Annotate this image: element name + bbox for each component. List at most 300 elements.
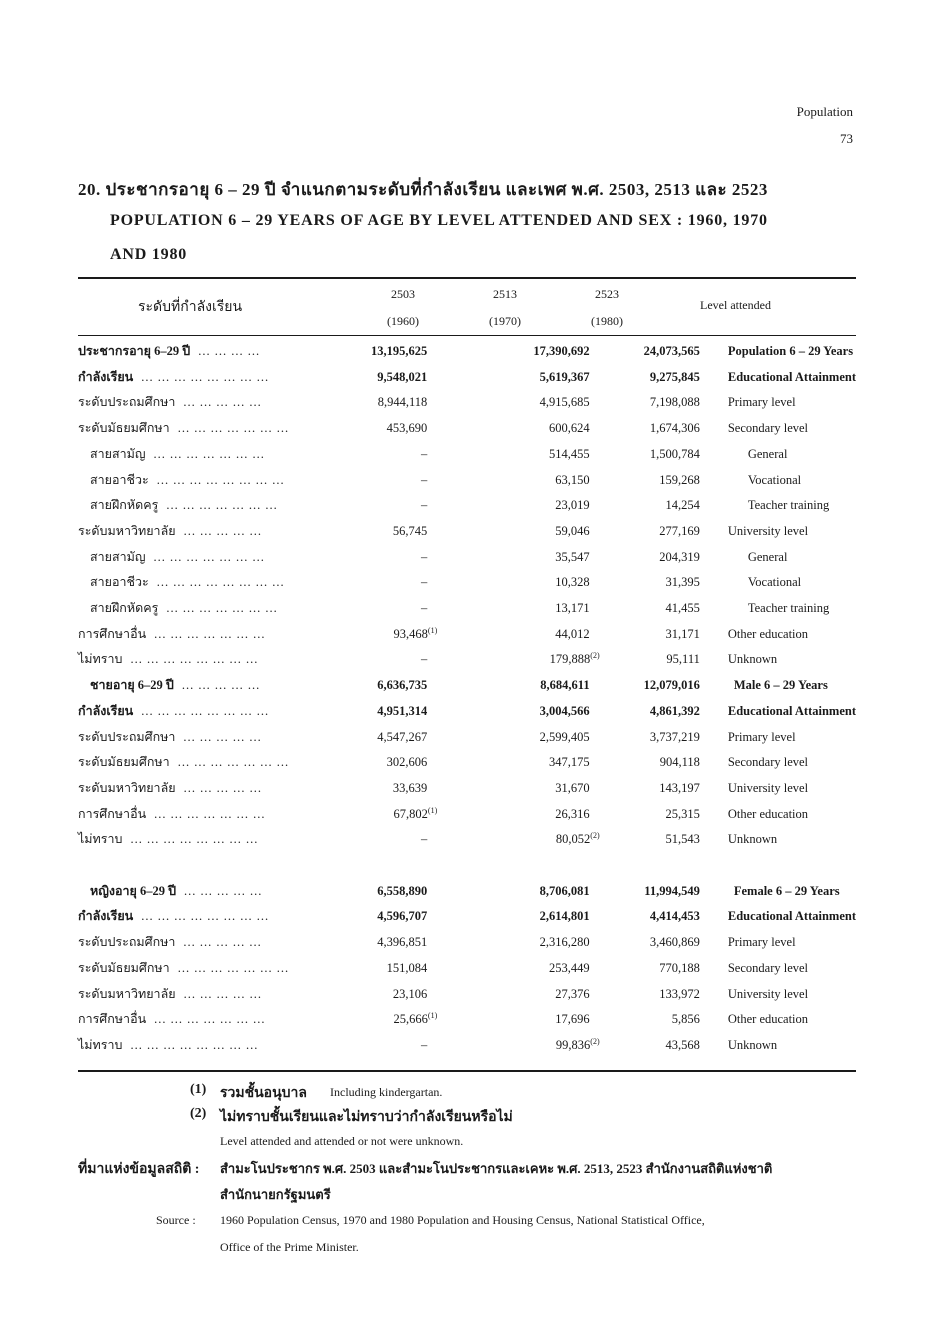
row-label-text: หญิงอายุ 6–29 ปี [90, 883, 177, 898]
value-1970-text: 17,390,692 [533, 344, 590, 358]
value-1960 [369, 468, 437, 494]
table-row [78, 442, 856, 468]
table-row [78, 1007, 856, 1033]
value-1960 [369, 802, 437, 828]
value-1980-text: 51,543 [665, 832, 700, 847]
row-label-thai [78, 339, 369, 365]
value-1970 [437, 776, 599, 802]
value-1980 [600, 956, 700, 982]
row-label-thai [78, 545, 369, 571]
row-label-english: Teacher training [747, 498, 830, 513]
leader-dots: ... ... ... ... ... [183, 780, 262, 795]
value-1980-text: 11,994,549 [644, 883, 700, 898]
value-1970-text: 514,455 [548, 446, 590, 461]
value-1970-text: 8,684,611 [540, 678, 590, 693]
row-label-text: สายฝึกหัดครู [90, 601, 159, 616]
row-label-english: Unknown [727, 832, 778, 847]
leader-dots: ... ... ... ... ... ... ... ... [130, 832, 259, 847]
value-1960-text: – [420, 575, 428, 590]
row-label-text: ระดับประถมศึกษา [78, 729, 176, 744]
value-1970-text: 253,449 [548, 960, 590, 975]
leader-dots: ... ... ... ... ... ... ... [166, 601, 278, 616]
leader-dots: ... ... ... ... ... ... ... [154, 626, 266, 641]
row-label-thai [78, 442, 369, 468]
value-1970-text: 26,316 [555, 806, 590, 821]
row-label-text: สายสามัญ [90, 549, 146, 564]
value-1980-text: 3,460,869 [649, 935, 700, 950]
footnote-2-mark: (2) [190, 1106, 207, 1121]
row-label-thai [78, 519, 369, 545]
value-1970-text: 17,696 [555, 1012, 590, 1027]
value-1980-text: 1,674,306 [649, 421, 700, 436]
leader-dots: ... ... ... ... ... ... ... ... [156, 472, 285, 487]
value-1970-text: 80,052 [555, 832, 591, 847]
leader-dots: ... ... ... ... ... [183, 935, 262, 950]
value-1960-text: 93,468 [393, 626, 428, 641]
value-1970-text: 13,171 [555, 601, 590, 616]
row-label-thai [78, 982, 369, 1008]
value-1980-text: 9,275,845 [649, 369, 700, 384]
row-label-english: Secondary level [727, 421, 809, 436]
value-1980 [600, 416, 700, 442]
row-label-text: ระดับมัธยมศึกษา [78, 755, 170, 770]
leader-dots: ... ... ... ... [198, 344, 261, 358]
row-label-thai [78, 750, 369, 776]
table-row [78, 750, 856, 776]
value-1960 [369, 519, 437, 545]
row-label-english: Male 6 – 29 Years [733, 678, 828, 693]
row-label-thai [78, 493, 369, 519]
table-row [78, 673, 856, 699]
leader-dots: ... ... ... ... ... ... ... [153, 446, 265, 461]
row-label-thai [78, 827, 369, 853]
value-1980 [600, 365, 700, 391]
column-header-2513: 2513 [493, 287, 517, 301]
leader-dots: ... ... ... ... ... ... ... [154, 806, 266, 821]
row-label-thai [78, 365, 369, 391]
value-1970 [437, 468, 599, 494]
row-label-text: ชายอายุ 6–29 ปี [90, 678, 174, 693]
table-row [78, 365, 856, 391]
row-label-text: ระดับประถมศึกษา [78, 395, 176, 410]
value-1960-text: – [420, 549, 428, 564]
value-1960-text: 25,666 [393, 1012, 428, 1027]
row-label-thai [78, 647, 369, 673]
value-1970 [437, 493, 599, 519]
row-label-english: Other education [727, 806, 809, 821]
row-label-english: Female 6 – 29 Years [733, 883, 840, 898]
row-label-text: ระดับมัธยมศึกษา [78, 421, 170, 436]
value-1960-text: 33,639 [392, 780, 428, 795]
value-1970 [437, 545, 599, 571]
value-1970 [437, 622, 599, 648]
table-row [78, 596, 856, 622]
row-label-text: สายอาชีวะ [90, 575, 149, 590]
value-1980-text: 1,500,784 [649, 446, 700, 461]
value-1960-text: – [420, 1037, 428, 1052]
value-1970 [437, 827, 599, 853]
row-label-english: University level [727, 523, 809, 538]
value-1970-text: 2,599,405 [539, 729, 590, 744]
value-1980 [600, 699, 700, 725]
value-1970-text: 4,915,685 [539, 395, 590, 410]
row-label-text: ระดับมัธยมศึกษา [78, 960, 170, 975]
row-label-english: Educational Attainment [727, 909, 856, 924]
row-label-thai [78, 416, 369, 442]
value-1980-text: 904,118 [659, 755, 700, 770]
row-label-english: Teacher training [747, 601, 830, 616]
value-1980 [600, 802, 700, 828]
row-label-english: Primary level [727, 729, 796, 744]
footnote-1-english: Including kindergartan. [330, 1085, 443, 1099]
value-1960-text: 453,690 [386, 421, 428, 436]
value-1980-text: 770,188 [659, 960, 700, 975]
value-1980-text: 41,455 [665, 601, 700, 616]
table-row [78, 802, 856, 828]
row-label-thai [78, 879, 369, 905]
row-label-english: Unknown [727, 1037, 778, 1052]
leader-dots: ... ... ... ... ... ... ... [166, 498, 278, 513]
footnote-ref: (2) [590, 1036, 600, 1046]
value-1960 [369, 956, 437, 982]
value-1960-text: 6,558,890 [377, 883, 428, 898]
value-1970 [437, 982, 599, 1008]
value-1970 [437, 673, 599, 699]
row-label-text: ระดับมหาวิทยาลัย [78, 986, 176, 1001]
leader-dots: ... ... ... ... ... [181, 678, 261, 693]
row-label-text: กำลังเรียน [78, 703, 134, 718]
value-1980-text: 143,197 [659, 780, 700, 795]
value-1980 [600, 673, 700, 699]
value-1960 [369, 699, 437, 725]
value-1980 [600, 545, 700, 571]
leader-dots: ... ... ... ... ... ... ... ... [156, 575, 285, 590]
value-1970 [437, 570, 599, 596]
column-header-1960: (1960) [387, 314, 419, 328]
value-1960 [369, 879, 437, 905]
value-1980 [600, 776, 700, 802]
value-1960-text: 151,084 [386, 960, 428, 975]
value-1970-text: 99,836 [555, 1037, 591, 1052]
value-1960-text: – [420, 498, 428, 513]
row-label-text: สายสามัญ [90, 446, 146, 461]
leader-dots: ... ... ... ... ... [183, 729, 262, 744]
row-label-thai [78, 904, 369, 930]
leader-dots: ... ... ... ... ... ... ... [177, 960, 290, 975]
row-label-text: ไม่ทราบ [78, 652, 123, 667]
value-1970-text: 35,547 [555, 549, 590, 564]
table-row [78, 416, 856, 442]
value-1980-text: 7,198,088 [649, 395, 700, 410]
value-1960 [369, 390, 437, 416]
value-1980-text: 277,169 [659, 523, 700, 538]
leader-dots: ... ... ... ... ... [183, 395, 262, 410]
value-1960 [369, 493, 437, 519]
value-1960-text: 23,106 [392, 986, 428, 1001]
value-1970-text: 3,004,566 [539, 703, 590, 718]
value-1980 [600, 570, 700, 596]
footnote-2-english: Level attended and attended or not were unknown. [220, 1134, 464, 1148]
value-1960 [369, 725, 437, 751]
value-1960-text: – [420, 446, 428, 461]
value-1980 [600, 904, 700, 930]
table-row [78, 725, 856, 751]
source-thai-line1: สำมะโนประชากร พ.ศ. 2503 และสำมะโนประชากรและเคหะ พ.ศ. 2513, 2523 สำนักงานสถิติแห่งชาติ [220, 1161, 773, 1176]
table-row [78, 827, 856, 853]
value-1980-text: 95,111 [666, 652, 700, 667]
column-header-1980: (1980) [591, 314, 623, 328]
column-header-2523: 2523 [595, 287, 619, 301]
value-1980-text: 43,568 [665, 1037, 700, 1052]
value-1960 [369, 1033, 437, 1059]
leader-dots: ... ... ... ... ... ... ... [177, 755, 290, 770]
value-1970 [437, 904, 599, 930]
value-1970 [437, 699, 599, 725]
value-1960-text: 9,548,021 [377, 369, 428, 384]
table-row [78, 904, 856, 930]
source-english-line2: Office of the Prime Minister. [220, 1240, 359, 1254]
population-by-level-table [78, 339, 856, 1059]
leader-dots: ... ... ... ... ... ... ... [177, 421, 290, 436]
table-row [78, 699, 856, 725]
table-title-english-line1: POPULATION 6 – 29 YEARS OF AGE BY LEVEL ATTENDED AND SEX : 1960, 1970 [110, 212, 768, 229]
value-1960-text: 8,944,118 [377, 395, 428, 410]
row-label-text: การศึกษาอื่น [78, 626, 147, 641]
row-label-english: Primary level [727, 395, 796, 410]
leader-dots: ... ... ... ... ... [183, 986, 262, 1001]
footnote-1-mark: (1) [190, 1082, 207, 1097]
value-1970 [437, 1033, 599, 1059]
value-1960 [369, 365, 437, 391]
value-1960-text: 4,951,314 [377, 703, 428, 718]
row-label-english: Vocational [747, 575, 802, 590]
value-1980-text: 4,861,392 [649, 703, 700, 718]
value-1980-text: 12,079,016 [643, 678, 700, 693]
value-1980 [600, 468, 700, 494]
table-row [78, 570, 856, 596]
value-1980 [600, 1007, 700, 1033]
value-1980 [600, 390, 700, 416]
row-label-thai [78, 956, 369, 982]
value-1970-text: 63,150 [555, 472, 590, 487]
value-1980-text: 133,972 [659, 986, 700, 1001]
row-label-thai [78, 699, 369, 725]
value-1970 [437, 519, 599, 545]
value-1960-text: – [420, 472, 428, 487]
value-1960 [369, 570, 437, 596]
leader-dots: ... ... ... ... ... ... ... ... [141, 703, 270, 718]
value-1970-text: 5,619,367 [539, 369, 590, 384]
row-label-text: ไม่ทราบ [78, 1037, 123, 1052]
row-label-english: University level [727, 986, 809, 1001]
row-label-thai [78, 596, 369, 622]
value-1980-text: 204,319 [659, 549, 700, 564]
value-1970 [437, 390, 599, 416]
row-label-english: Secondary level [727, 755, 809, 770]
table-header-rule [78, 335, 856, 336]
value-1960 [369, 339, 437, 365]
value-1960 [369, 416, 437, 442]
row-label-english: Educational Attainment [727, 369, 856, 384]
value-1970-text: 23,019 [555, 498, 590, 513]
value-1980-text: 4,414,453 [649, 909, 700, 924]
value-1970-text: 179,888 [549, 652, 591, 667]
source-thai-line2: สำนักนายกรัฐมนตรี [220, 1187, 331, 1202]
value-1960 [369, 1007, 437, 1033]
row-label-english: Vocational [747, 472, 802, 487]
value-1960 [369, 904, 437, 930]
source-english-label: Source : [156, 1213, 196, 1227]
value-1970-text: 10,328 [555, 575, 590, 590]
value-1960-text: – [420, 601, 428, 616]
footnote-2-thai: ไม่ทราบชั้นเรียนและไม่ทราบว่ากำลังเรียนหรือไม่ [220, 1110, 513, 1125]
table-body [78, 339, 856, 1059]
footnote-ref: (1) [427, 805, 438, 815]
value-1970-text: 8,706,081 [539, 883, 590, 898]
footnote-ref: (1) [427, 1011, 438, 1021]
row-label-thai [78, 1007, 369, 1033]
row-label-thai [78, 468, 369, 494]
value-1970 [437, 416, 599, 442]
value-1980 [600, 596, 700, 622]
value-1980-text: 5,856 [671, 1012, 700, 1027]
value-1960-text: – [420, 652, 428, 667]
spacer-cell [78, 853, 856, 879]
value-1960 [369, 622, 437, 648]
row-label-thai [78, 570, 369, 596]
value-1960 [369, 827, 437, 853]
table-row [78, 493, 856, 519]
value-1960 [369, 596, 437, 622]
table-row [78, 776, 856, 802]
value-1970-text: 2,316,280 [539, 935, 590, 950]
row-label-thai [78, 390, 369, 416]
row-label-english: Other education [727, 626, 809, 641]
value-1960 [369, 930, 437, 956]
row-label-text: การศึกษาอื่น [78, 1012, 147, 1027]
value-1960-text: 4,547,267 [377, 729, 428, 744]
value-1970 [437, 596, 599, 622]
row-label-text: สายฝึกหัดครู [90, 498, 159, 513]
value-1980 [600, 339, 700, 365]
row-label-english: Secondary level [727, 960, 809, 975]
value-1960-text: 302,606 [386, 755, 428, 770]
spacer-row [78, 853, 856, 879]
page-number: 73 [840, 131, 853, 146]
table-row [78, 982, 856, 1008]
leader-dots: ... ... ... ... ... ... ... ... [141, 369, 270, 384]
value-1960 [369, 982, 437, 1008]
value-1970-text: 44,012 [555, 626, 590, 641]
value-1970-text: 27,376 [555, 986, 590, 1001]
table-row [78, 339, 856, 365]
value-1980-text: 31,395 [665, 575, 700, 590]
row-label-thai [78, 725, 369, 751]
row-label-english: University level [727, 780, 809, 795]
row-label-thai [78, 622, 369, 648]
source-english-line1: 1960 Population Census, 1970 and 1980 Population and Housing Census, National Statistical Office, [220, 1213, 705, 1227]
row-label-english: Population 6 – 29 Years [727, 344, 854, 358]
row-label-text: ระดับประถมศึกษา [78, 935, 176, 950]
value-1960-text: 4,396,851 [377, 935, 428, 950]
column-header-2503: 2503 [391, 287, 415, 301]
row-label-thai [78, 673, 369, 699]
value-1980-text: 14,254 [665, 498, 700, 513]
row-label-english: General [747, 549, 788, 564]
value-1980 [600, 725, 700, 751]
value-1970 [437, 442, 599, 468]
value-1970 [437, 365, 599, 391]
value-1960 [369, 750, 437, 776]
column-header-1970: (1970) [489, 314, 521, 328]
table-bottom-rule [78, 1070, 856, 1072]
value-1980 [600, 519, 700, 545]
leader-dots: ... ... ... ... ... ... ... ... [130, 1037, 259, 1052]
table-top-rule [78, 277, 856, 279]
value-1960 [369, 647, 437, 673]
leader-dots: ... ... ... ... ... [184, 883, 263, 898]
value-1980-text: 24,073,565 [643, 344, 700, 358]
row-label-text: ไม่ทราบ [78, 832, 123, 847]
table-row [78, 930, 856, 956]
row-label-thai [78, 776, 369, 802]
value-1980 [600, 879, 700, 905]
table-row [78, 622, 856, 648]
leader-dots: ... ... ... ... ... ... ... [154, 1012, 266, 1027]
value-1960-text: – [420, 832, 428, 847]
row-label-thai [78, 802, 369, 828]
leader-dots: ... ... ... ... ... ... ... ... [141, 909, 270, 924]
row-label-english: Unknown [727, 652, 778, 667]
footnote-1-thai: รวมชั้นอนุบาล [220, 1086, 307, 1101]
table-row [78, 390, 856, 416]
row-label-text: ระดับมหาวิทยาลัย [78, 780, 176, 795]
value-1980-text: 3,737,219 [649, 729, 700, 744]
table-row [78, 519, 856, 545]
value-1960 [369, 673, 437, 699]
value-1960 [369, 776, 437, 802]
table-row [78, 879, 856, 905]
value-1960-text: 6,636,735 [377, 678, 428, 693]
row-label-english: General [747, 446, 788, 461]
value-1960 [369, 442, 437, 468]
value-1960-text: 13,195,625 [370, 344, 428, 358]
value-1980-text: 25,315 [665, 806, 700, 821]
value-1970 [437, 725, 599, 751]
column-header-thai-level: ระดับที่กำลังเรียน [138, 300, 243, 315]
value-1970-text: 31,670 [555, 780, 590, 795]
value-1980 [600, 647, 700, 673]
table-title-english-line2: AND 1980 [110, 246, 188, 263]
table-row [78, 647, 856, 673]
table-row [78, 1033, 856, 1059]
value-1970 [437, 339, 599, 365]
value-1980 [600, 1033, 700, 1059]
value-1980 [600, 442, 700, 468]
row-label-text: การศึกษาอื่น [78, 806, 147, 821]
value-1980 [600, 622, 700, 648]
value-1960-text: 4,596,707 [377, 909, 428, 924]
footnote-ref: (2) [590, 831, 600, 841]
value-1980 [600, 827, 700, 853]
row-label-text: ระดับมหาวิทยาลัย [78, 523, 176, 538]
value-1980 [600, 982, 700, 1008]
value-1970 [437, 930, 599, 956]
value-1970 [437, 1007, 599, 1033]
value-1970 [437, 802, 599, 828]
value-1970 [437, 879, 599, 905]
value-1980-text: 31,171 [665, 626, 700, 641]
